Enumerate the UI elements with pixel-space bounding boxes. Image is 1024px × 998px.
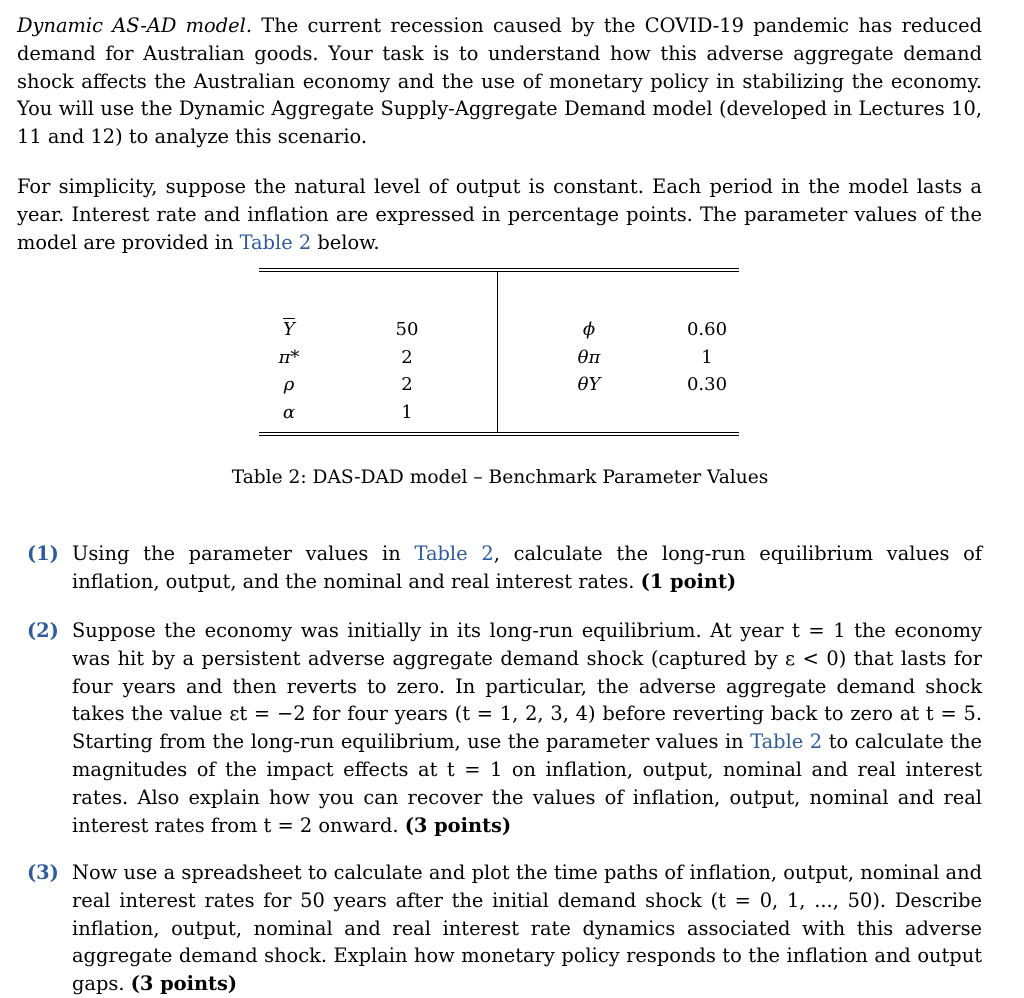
q2-points: (3 points) <box>404 813 512 837</box>
value-theta-pi: 1 <box>701 346 713 368</box>
symbol-theta-y: θY <box>577 374 601 396</box>
parameter-table <box>259 268 739 436</box>
table-body <box>259 272 739 432</box>
value-y-bar: 50 <box>395 319 419 340</box>
q2-text-a: Suppose the economy was initially in its long-run equilibrium. At year t = 1 the economy was hit by a persistent adverse aggregate demand shock (captured by ε < 0) that lasts for four years and then reverts to zero. In particular, the adverse aggregate demand shock takes the value εt = −2 for four years (t = 1, 2, 3, 4) before reverting back to zero at t = 5. Starting from the long-run equilibrium, use the parameter values in <box>72 619 982 754</box>
value-pi-star: 2 <box>401 346 413 368</box>
q2-text-b: to calculate the magnitudes of the impact effects at t = 1 on inflation, output, nominal and real interest rates. Also explain how you can recover the values of inflation, output, nominal and real interest rates from t = 2 onward. <box>72 730 983 837</box>
right-symbols-column <box>559 316 619 399</box>
left-values-column <box>377 316 437 426</box>
question-2-number: (2) <box>27 619 59 642</box>
q3-points: (3 points) <box>130 972 238 996</box>
left-symbols-column <box>259 316 319 426</box>
symbol-pi-star: π* <box>278 346 300 368</box>
q2-table-2-link[interactable]: Table 2 <box>750 730 823 754</box>
right-values-column <box>677 316 737 399</box>
question-1 <box>27 540 982 596</box>
question-1-number: (1) <box>27 542 59 565</box>
value-rho: 2 <box>401 374 413 396</box>
q1-text-b: , calculate the long-run equilibrium values of inflation, output, and the nominal and real interest rates. <box>72 542 983 593</box>
question-2 <box>27 617 982 839</box>
model-name: Dynamic AS-AD model. <box>17 14 252 37</box>
table-caption: Table 2: DAS-DAD model – Benchmark Parameter Values <box>231 467 769 488</box>
symbol-rho: ρ <box>283 374 295 396</box>
table-2-link[interactable]: Table 2 <box>239 230 312 254</box>
simplicity-paragraph <box>17 173 982 256</box>
symbol-theta-pi: θπ <box>577 346 601 368</box>
q1-points: (1 point) <box>640 569 737 593</box>
symbol-y-bar: $\overline{Y}$ <box>283 319 295 340</box>
question-2-text <box>72 617 982 839</box>
q3-text-a: Now use a spreadsheet to calculate and plot the time paths of inflation, output, nominal and real interest rates for 50 years after the initial demand shock (t = 0, 1, ..., 50). Describe inflation, output, nominal and real interest rate dynamics associated with this adverse aggregate demand shock. Explain how monetary policy responds to the inflation and output gaps. <box>72 861 982 996</box>
q1-text-a: Using the parameter values in <box>72 542 415 565</box>
table-divider <box>497 272 498 432</box>
intro-text: The current recession caused by the COVID-19 pandemic has reduced demand for Australian goods. Your task is to understand how this adverse aggregate demand shock affects the Australian economy and the use of monetary policy in stabilizing the economy. You will use the Dynamic Aggregate Supply-Aggregate Demand model (developed in Lectures 10, 11 and 12) to analyze this scenario. <box>17 14 982 149</box>
question-1-text <box>72 540 982 596</box>
value-alpha: 1 <box>401 401 413 423</box>
intro-paragraph <box>17 12 982 151</box>
symbol-phi: ϕ <box>582 319 596 340</box>
value-theta-y: 0.30 <box>686 374 728 396</box>
value-phi: 0.60 <box>686 319 728 340</box>
question-3 <box>27 859 982 998</box>
table-bottom-rule <box>259 432 739 436</box>
intro-section <box>17 12 982 256</box>
simplicity-text: For simplicity, suppose the natural level of output is constant. Each period in the model lasts a year. Interest rate and inflation are expressed in percentage points. The parameter values of the model are provided in <box>17 174 982 254</box>
question-3-text <box>72 859 982 998</box>
question-3-number: (3) <box>27 861 59 884</box>
q1-table-2-link[interactable]: Table 2 <box>414 542 494 565</box>
symbol-alpha: α <box>282 401 296 423</box>
simplicity-text-end: below. <box>311 230 380 254</box>
